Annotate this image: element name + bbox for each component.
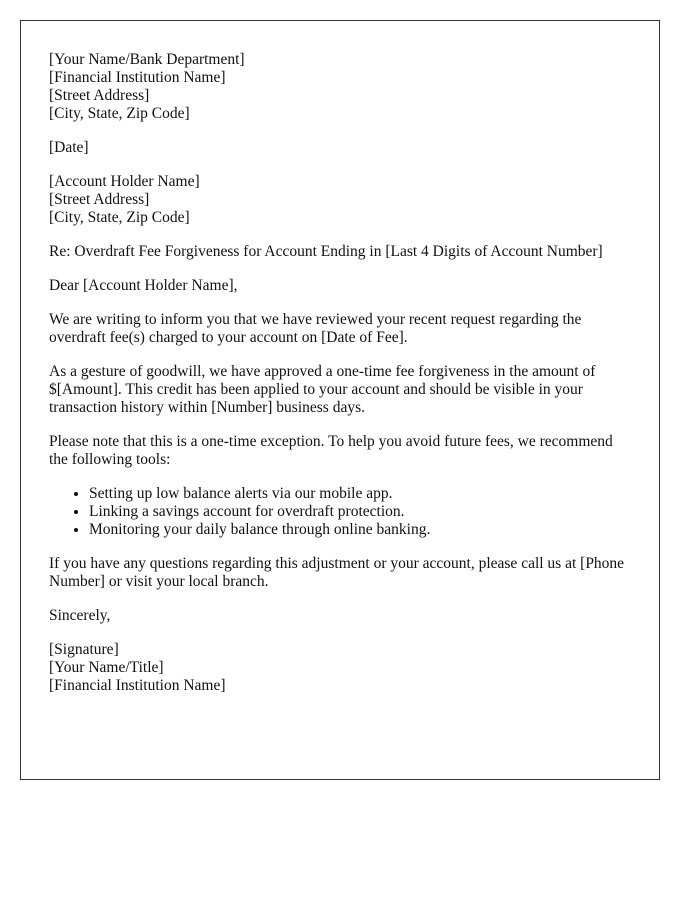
- letter-date: [Date]: [49, 139, 89, 156]
- closing-paragraph: If you have any questions regarding this adjustment or your account, please call us at [Phone Number] or visit your local branch.: [49, 555, 625, 590]
- body-paragraph-1: We are writing to inform you that we have reviewed your recent request regarding the overdraft fee(s) charged to your account on [Date of Fee].: [49, 311, 582, 346]
- signature-block: [49, 641, 631, 695]
- letter-document: [20, 20, 660, 780]
- closing: Sincerely,: [49, 607, 111, 624]
- list-item: • Linking a savings account for overdraft protection.: [89, 503, 631, 521]
- recipient-address-block: [49, 173, 631, 227]
- signature: [Signature]: [49, 641, 119, 658]
- date-block: [49, 139, 631, 157]
- recipient-street: [Street Address]: [49, 191, 150, 208]
- subject-line: Re: Overdraft Fee Forgiveness for Account Ending in [Last 4 Digits of Account Number]: [49, 243, 603, 260]
- tools-list: [49, 485, 631, 539]
- recipient-city: [City, State, Zip Code]: [49, 209, 190, 226]
- body-paragraph-3: Please note that this is a one-time exception. To help you avoid future fees, we recommend the following tools:: [49, 433, 613, 468]
- salutation: Dear [Account Holder Name],: [49, 277, 238, 294]
- list-item: • Setting up low balance alerts via our mobile app.: [89, 485, 631, 503]
- signer-name-title: [Your Name/Title]: [49, 659, 164, 676]
- body-paragraph-2: As a gesture of goodwill, we have approved a one-time fee forgiveness in the amount of $[Amount]. This credit has been applied to your account and should be visible in your transaction history within [Number] business days.: [49, 363, 596, 416]
- signer-institution: [Financial Institution Name]: [49, 677, 226, 694]
- list-item: • Monitoring your daily balance through online banking.: [89, 521, 631, 539]
- sender-name: [Your Name/Bank Department]: [49, 51, 245, 68]
- sender-city: [City, State, Zip Code]: [49, 105, 190, 122]
- sender-address-block: [49, 51, 631, 123]
- sender-institution: [Financial Institution Name]: [49, 69, 226, 86]
- sender-street: [Street Address]: [49, 87, 150, 104]
- recipient-name: [Account Holder Name]: [49, 173, 200, 190]
